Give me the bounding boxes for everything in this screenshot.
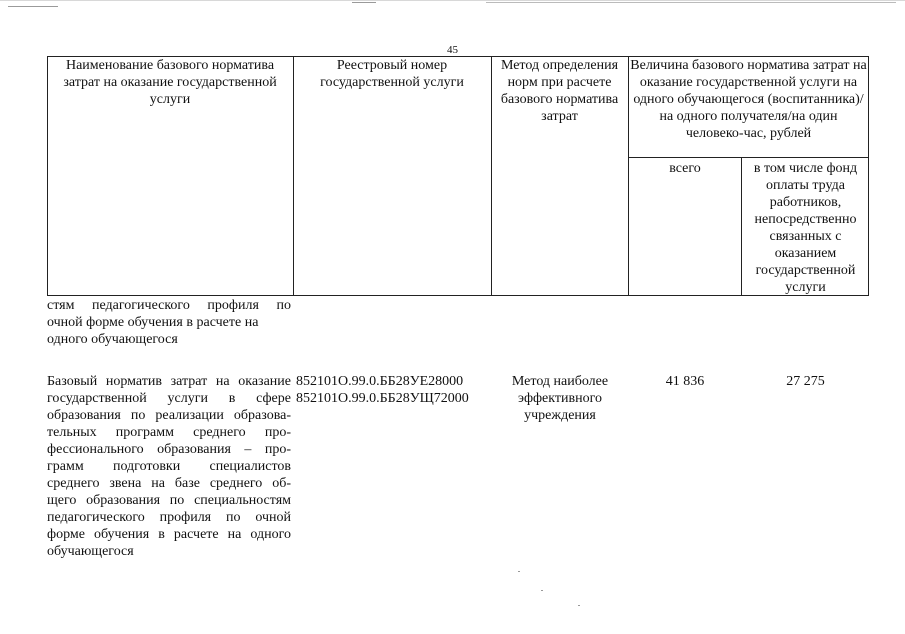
scan-speck xyxy=(541,590,543,591)
header-base-norm-name: Наименование базового норматива затрат на оказание государственной услуги xyxy=(63,58,277,107)
row-name-line: обучающегося xyxy=(47,544,134,559)
row-name-line: Базовый норматив затрат на оказание xyxy=(47,374,291,389)
column-divider xyxy=(741,157,742,296)
row-name-line: педагогического профиля по очной xyxy=(47,510,291,525)
scan-speck xyxy=(518,571,520,572)
header-method: Метод определения норм при расчете базового норматива затрат xyxy=(500,58,619,124)
row-total-value: 41 836 xyxy=(665,374,705,389)
continuation-line: стям педагогического профиля по xyxy=(47,298,291,313)
row-name-line: среднего звена на базе среднего об- xyxy=(47,476,291,491)
registry-number: 852101О.99.0.ББ28УЕ28000 xyxy=(296,374,464,389)
table-border-left xyxy=(47,56,48,296)
continuation-line: одного обучающегося xyxy=(47,332,178,347)
scan-artifact xyxy=(8,6,58,7)
header-norm-value: Величина базового норматива затрат на оказание государственной услуги на одного обучающегося (воспитанника)/на одного получателя/на один человеко-час, рублей xyxy=(630,58,867,141)
row-name-line: государственной услуги в сфере xyxy=(47,391,291,406)
table-border-right xyxy=(868,56,869,296)
continuation-line: очной форме обучения в расчете на xyxy=(47,315,259,330)
row-norm-name xyxy=(47,373,291,560)
header-registry-number: Реестровый номер государственной услуги xyxy=(320,58,464,90)
column-divider xyxy=(293,56,294,296)
header-wage-fund: в том числе фонд оплаты труда работников, непосредственно связанных с оказанием государственной услуги xyxy=(753,161,858,295)
row-name-line: грамм подготовки специалистов xyxy=(47,459,291,474)
registry-number: 852101О.99.0.ББ28УЩ72000 xyxy=(296,391,469,406)
row-registry-numbers xyxy=(296,373,492,407)
row-name-line: образования по реализации образова- xyxy=(47,408,291,423)
column-divider xyxy=(491,56,492,296)
scan-speck xyxy=(578,605,580,606)
scan-artifact xyxy=(486,2,896,3)
row-name-line: форме обучения в расчете на одного xyxy=(47,527,291,542)
row-wage-fund-value: 27 275 xyxy=(786,374,825,389)
row-name-line: фессионального образования – про- xyxy=(47,442,291,457)
continuation-text xyxy=(47,297,291,348)
row-name-line: тельных программ среднего про- xyxy=(47,425,291,440)
page-number: 45 xyxy=(447,44,458,56)
header-total: всего xyxy=(669,161,701,176)
row-name-line: щего образования по специальностям xyxy=(47,493,291,508)
scan-artifact xyxy=(352,2,376,3)
row-method: Метод наиболее эффективного учреждения xyxy=(511,374,609,423)
column-divider xyxy=(628,56,629,296)
value-subheader-border xyxy=(628,157,869,158)
